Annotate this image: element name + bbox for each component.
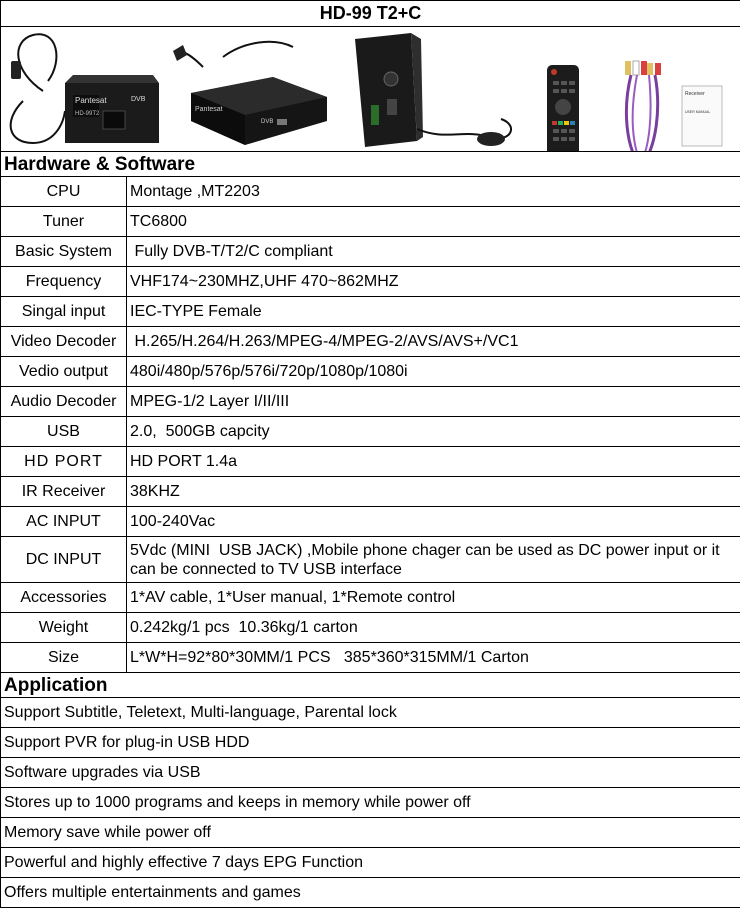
- spec-row: [1, 327, 740, 357]
- spec-row: [1, 447, 740, 477]
- spec-value: IEC-TYPE Female: [127, 297, 740, 327]
- spec-row: [1, 537, 740, 583]
- application-row: [1, 698, 740, 728]
- spec-label: Vedio output: [1, 357, 127, 387]
- box2-badge: DVB: [261, 119, 274, 125]
- application-row: [1, 788, 740, 818]
- av-cable-photo: [617, 57, 667, 151]
- application-row: [1, 758, 740, 788]
- hardware-section-row: [1, 152, 740, 177]
- title-row: [1, 1, 740, 27]
- application-item: Offers multiple entertainments and games: [1, 878, 740, 908]
- hardware-heading: Hardware & Software: [1, 152, 740, 177]
- remote-control-photo: Pantesat: [545, 63, 581, 151]
- spec-value: 2.0, 500GB capcity: [127, 417, 740, 447]
- page-title: HD-99 T2+C: [1, 1, 740, 27]
- spec-label: Basic System: [1, 237, 127, 267]
- spec-value: Montage ,MT2203: [127, 177, 740, 207]
- product-photos: [1, 27, 739, 159]
- box1-badge: DVB: [131, 96, 146, 103]
- spec-row: [1, 237, 740, 267]
- spec-label: HD PORT: [1, 447, 127, 477]
- product-photos-row: [1, 27, 740, 152]
- application-item: Support Subtitle, Teletext, Multi-language, Parental lock: [1, 698, 740, 728]
- spec-label: CPU: [1, 177, 127, 207]
- spec-row: [1, 387, 740, 417]
- spec-label: DC INPUT: [1, 537, 127, 583]
- spec-value: Fully DVB-T/T2/C compliant: [127, 237, 740, 267]
- spec-row: [1, 417, 740, 447]
- spec-row: [1, 613, 740, 643]
- spec-label: Audio Decoder: [1, 387, 127, 417]
- spec-row: [1, 297, 740, 327]
- spec-row: [1, 177, 740, 207]
- receiver-rear-photo: [351, 29, 523, 149]
- application-section-row: [1, 673, 740, 698]
- spec-value: HD PORT 1.4a: [127, 447, 740, 477]
- application-item: Software upgrades via USB: [1, 758, 740, 788]
- hardware-spec-rows: [1, 177, 740, 673]
- spec-row: [1, 357, 740, 387]
- application-item: Memory save while power off: [1, 818, 740, 848]
- spec-value: TC6800: [127, 207, 740, 237]
- box1-brand: Pantesat: [75, 96, 107, 105]
- spec-value: 100-240Vac: [127, 507, 740, 537]
- box1-model: HD-99T2: [75, 111, 100, 117]
- spec-value: 1*AV cable, 1*User manual, 1*Remote control: [127, 583, 740, 613]
- box2-brand: Pantesat: [195, 106, 223, 113]
- spec-value: VHF174~230MHZ,UHF 470~862MHZ: [127, 267, 740, 297]
- spec-label: Accessories: [1, 583, 127, 613]
- application-rows: [1, 698, 740, 908]
- spec-value: H.265/H.264/H.263/MPEG-4/MPEG-2/AVS/AVS+/VC1: [127, 327, 740, 357]
- spec-label: Size: [1, 643, 127, 673]
- spec-value: MPEG-1/2 Layer I/II/III: [127, 387, 740, 417]
- application-heading: Application: [1, 673, 740, 698]
- spec-label: Tuner: [1, 207, 127, 237]
- spec-value: 480i/480p/576p/576i/720p/1080p/1080i: [127, 357, 740, 387]
- spec-label: Singal input: [1, 297, 127, 327]
- spec-row: [1, 583, 740, 613]
- spec-value: L*W*H=92*80*30MM/1 PCS 385*360*315MM/1 Carton: [127, 643, 740, 673]
- manual-title: Receiver: [685, 91, 705, 97]
- application-item: Stores up to 1000 programs and keeps in memory while power off: [1, 788, 740, 818]
- spec-row: [1, 477, 740, 507]
- spec-label: USB: [1, 417, 127, 447]
- spec-row: [1, 267, 740, 297]
- application-item: Support PVR for plug-in USB HDD: [1, 728, 740, 758]
- manual-subtitle: USER MANUAL: [685, 110, 711, 114]
- application-item: Powerful and highly effective 7 days EPG Function: [1, 848, 740, 878]
- application-row: [1, 818, 740, 848]
- receiver-angled-photo: [173, 37, 333, 149]
- application-row: [1, 848, 740, 878]
- spec-label: IR Receiver: [1, 477, 127, 507]
- spec-label: AC INPUT: [1, 507, 127, 537]
- spec-label: Video Decoder: [1, 327, 127, 357]
- spec-row: [1, 507, 740, 537]
- application-row: [1, 728, 740, 758]
- receiver-front-photo: [3, 31, 163, 149]
- spec-label: Frequency: [1, 267, 127, 297]
- spec-row: [1, 643, 740, 673]
- spec-row: [1, 207, 740, 237]
- spec-value: 5Vdc (MINI USB JACK) ,Mobile phone chager can be used as DC power input or it can be connected to TV USB interface: [127, 537, 740, 583]
- spec-value: 38KHZ: [127, 477, 740, 507]
- spec-label: Weight: [1, 613, 127, 643]
- spec-value: 0.242kg/1 pcs 10.36kg/1 carton: [127, 613, 740, 643]
- user-manual-photo: [681, 85, 723, 147]
- application-row: [1, 878, 740, 908]
